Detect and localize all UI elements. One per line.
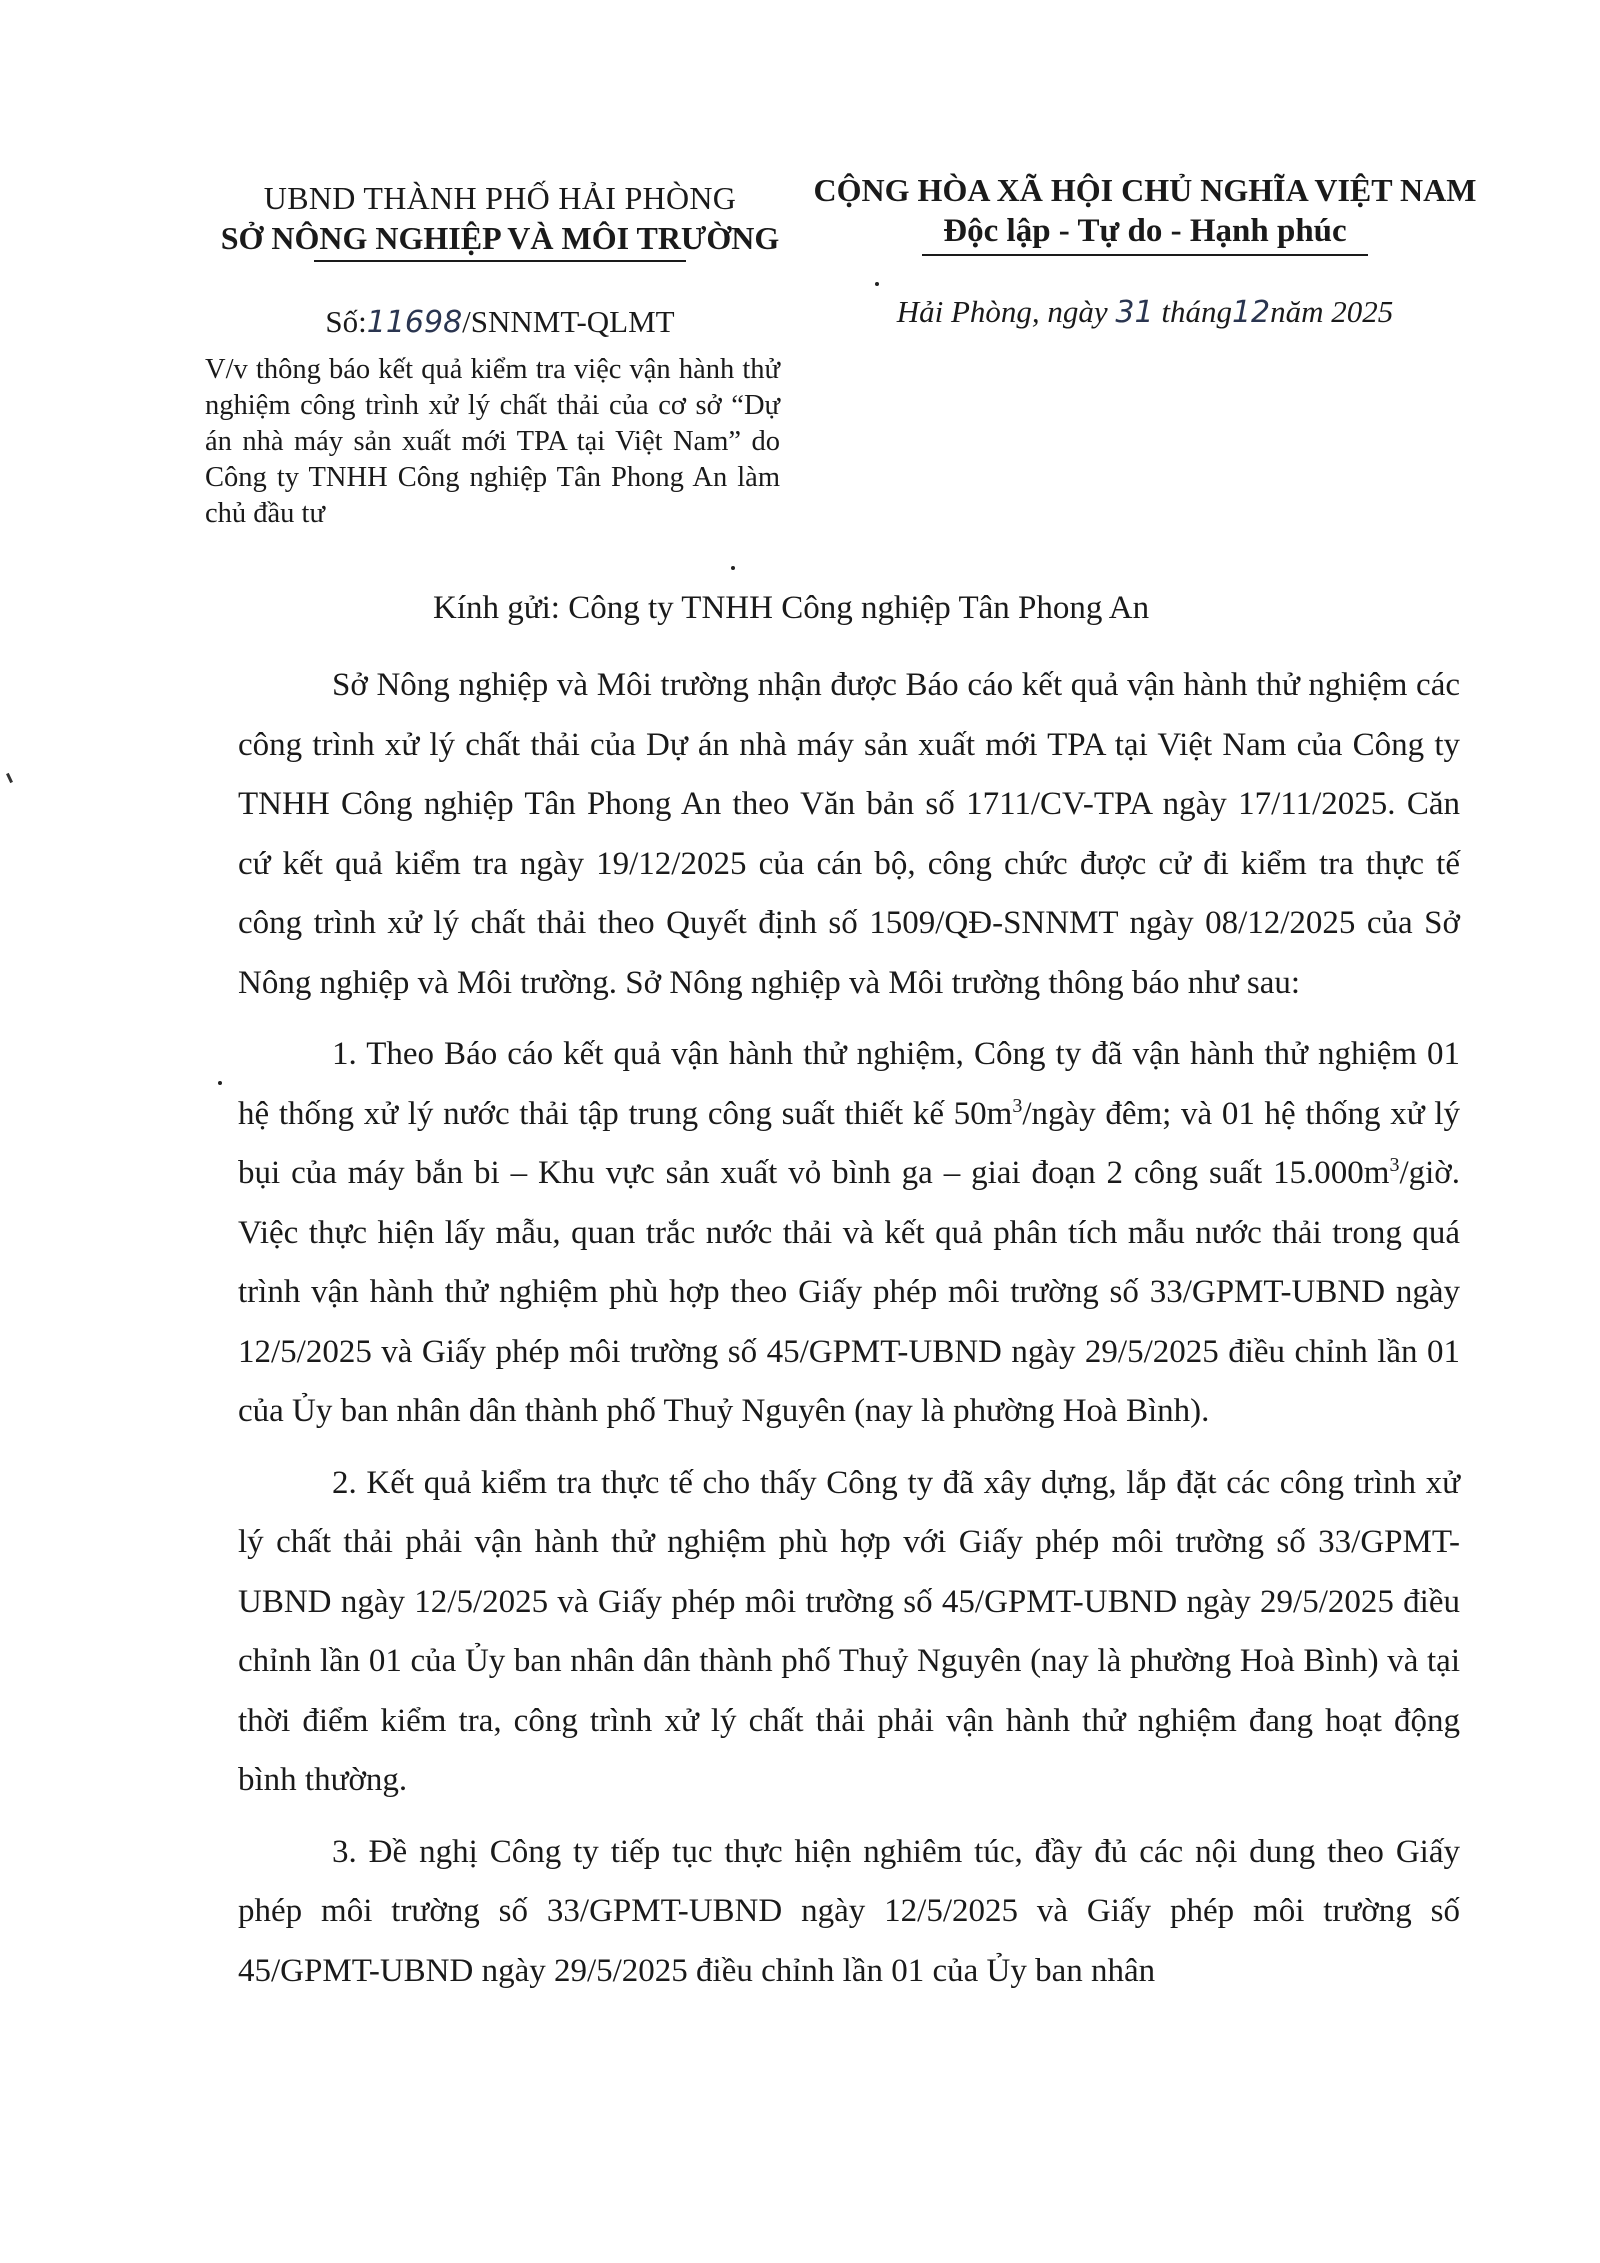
document-number-prefix: Số: [325,304,367,339]
document-number [170,302,830,343]
item-1-text-a: 1. Theo Báo cáo kết quả vận hành thử nghiệm, Công ty đã vận hành thử nghiệm 01 hệ thống xử lý nước thải tập trung công suất thiết kế 50m [238,1036,1460,1132]
date-day-handwritten: 31 [1115,295,1154,330]
item-1-text-b: /ngày đêm; và 01 hệ thống xử lý bụi của máy bắn bi – Khu vực sản xuất vỏ bình ga – giai đoạn 2 công suất 15.000m [238,1095,1460,1191]
intro-paragraph: Sở Nông nghiệp và Môi trường nhận được Báo cáo kết quả vận hành thử nghiệm các công trình xử lý chất thải của Dự án nhà máy sản xuất mới TPA tại Việt Nam của Công ty TNHH Công nghiệp Tân Phong An theo Văn bản số 1711/CV-TPA ngày 17/11/2025. Căn cứ kết quả kiểm tra ngày 19/12/2025 của cán bộ, công chức được cử đi kiểm tra thực tế công trình xử lý chất thải theo Quyết định số 1509/QĐ-SNNMT ngày 08/12/2025 của Sở Nông nghiệp và Môi trường. Sở Nông nghiệp và Môi trường thông báo như sau: [238,667,1460,1001]
document-subject: V/v thông báo kết quả kiểm tra việc vận hành thử nghiệm công trình xử lý chất thải của cơ sở “Dự án nhà máy sản xuất mới TPA tại Việt Nam” do Công ty TNHH Công nghiệp Tân Phong An làm chủ đầu tư [205,354,780,529]
item-3-paragraph: 3. Đề nghị Công ty tiếp tục thực hiện nghiêm túc, đầy đủ các nội dung theo Giấy phép môi trường số 33/GPMT-UBND ngày 12/5/2025 và Giấy phép môi trường số 45/GPMT-UBND ngày 29/5/2025 điều chỉnh lần 01 của Ủy ban nhân [238,1833,1460,1989]
item-1-text-c: /giờ. Việc thực hiện lấy mẫu, quan trắc nước thải và kết quả phân tích mẫu nước thải trong quá trình vận hành thử nghiệm phù hợp theo Giấy phép môi trường số 33/GPMT-UBND ngày 12/5/2025 và Giấy phép môi trường số 45/GPMT-UBND ngày 29/5/2025 điều chỉnh lần 01 của Ủy ban nhân dân thành phố Thuỷ Nguyên (nay là phường Hoà Bình). [238,1155,1460,1429]
scan-speck [731,566,735,570]
document-number-handwritten: 11698 [366,305,463,340]
issuing-agency-block [170,178,830,343]
scan-speck [218,1081,222,1085]
recipient-line: Kính gửi: Công ty TNHH Công nghiệp Tân Phong An [433,590,1150,626]
document-body [238,656,1460,2001]
item-2-paragraph: 2. Kết quả kiểm tra thực tế cho thấy Công ty đã xây dựng, lắp đặt các công trình xử lý chất thải phải vận hành thử nghiệm phù hợp với Giấy phép môi trường số 33/GPMT-UBND ngày 12/5/2025 và Giấy phép môi trường số 45/GPMT-UBND ngày 29/5/2025 điều chỉnh lần 01 của Ủy ban nhân dân thành phố Thuỷ Nguyên (nay là phường Hoà Bình) và tại thời điểm kiểm tra, công trình xử lý chất thải phải vận hành thử nghiệm đang hoạt động bình thường. [238,1464,1460,1798]
superscript-3: 3 [1389,1154,1400,1176]
date-month-handwritten: 12 [1231,295,1271,330]
country-name: CỘNG HÒA XÃ HỘI CHỦ NGHĨA VIỆT NAM [813,172,1477,208]
superscript-3: 3 [1012,1094,1023,1117]
national-title-block [795,170,1495,333]
national-motto: Độc lập - Tự do - Hạnh phúc [943,213,1347,249]
scan-mark [6,773,13,783]
date-month-label: tháng [1161,294,1232,329]
agency-underline [314,260,686,262]
item-1-paragraph [238,1025,1460,1442]
agency-name: SỞ NÔNG NGHIỆP VÀ MÔI TRƯỜNG [220,220,780,256]
motto-underline [922,254,1368,256]
parent-agency: UBND THÀNH PHỐ HẢI PHÒNG [263,180,737,216]
date-year: năm 2025 [1270,294,1394,329]
scan-speck [875,282,879,286]
document-number-suffix: /SNNMT-QLMT [462,304,675,339]
date-place: Hải Phòng, ngày [896,294,1108,329]
document-date [795,292,1495,333]
